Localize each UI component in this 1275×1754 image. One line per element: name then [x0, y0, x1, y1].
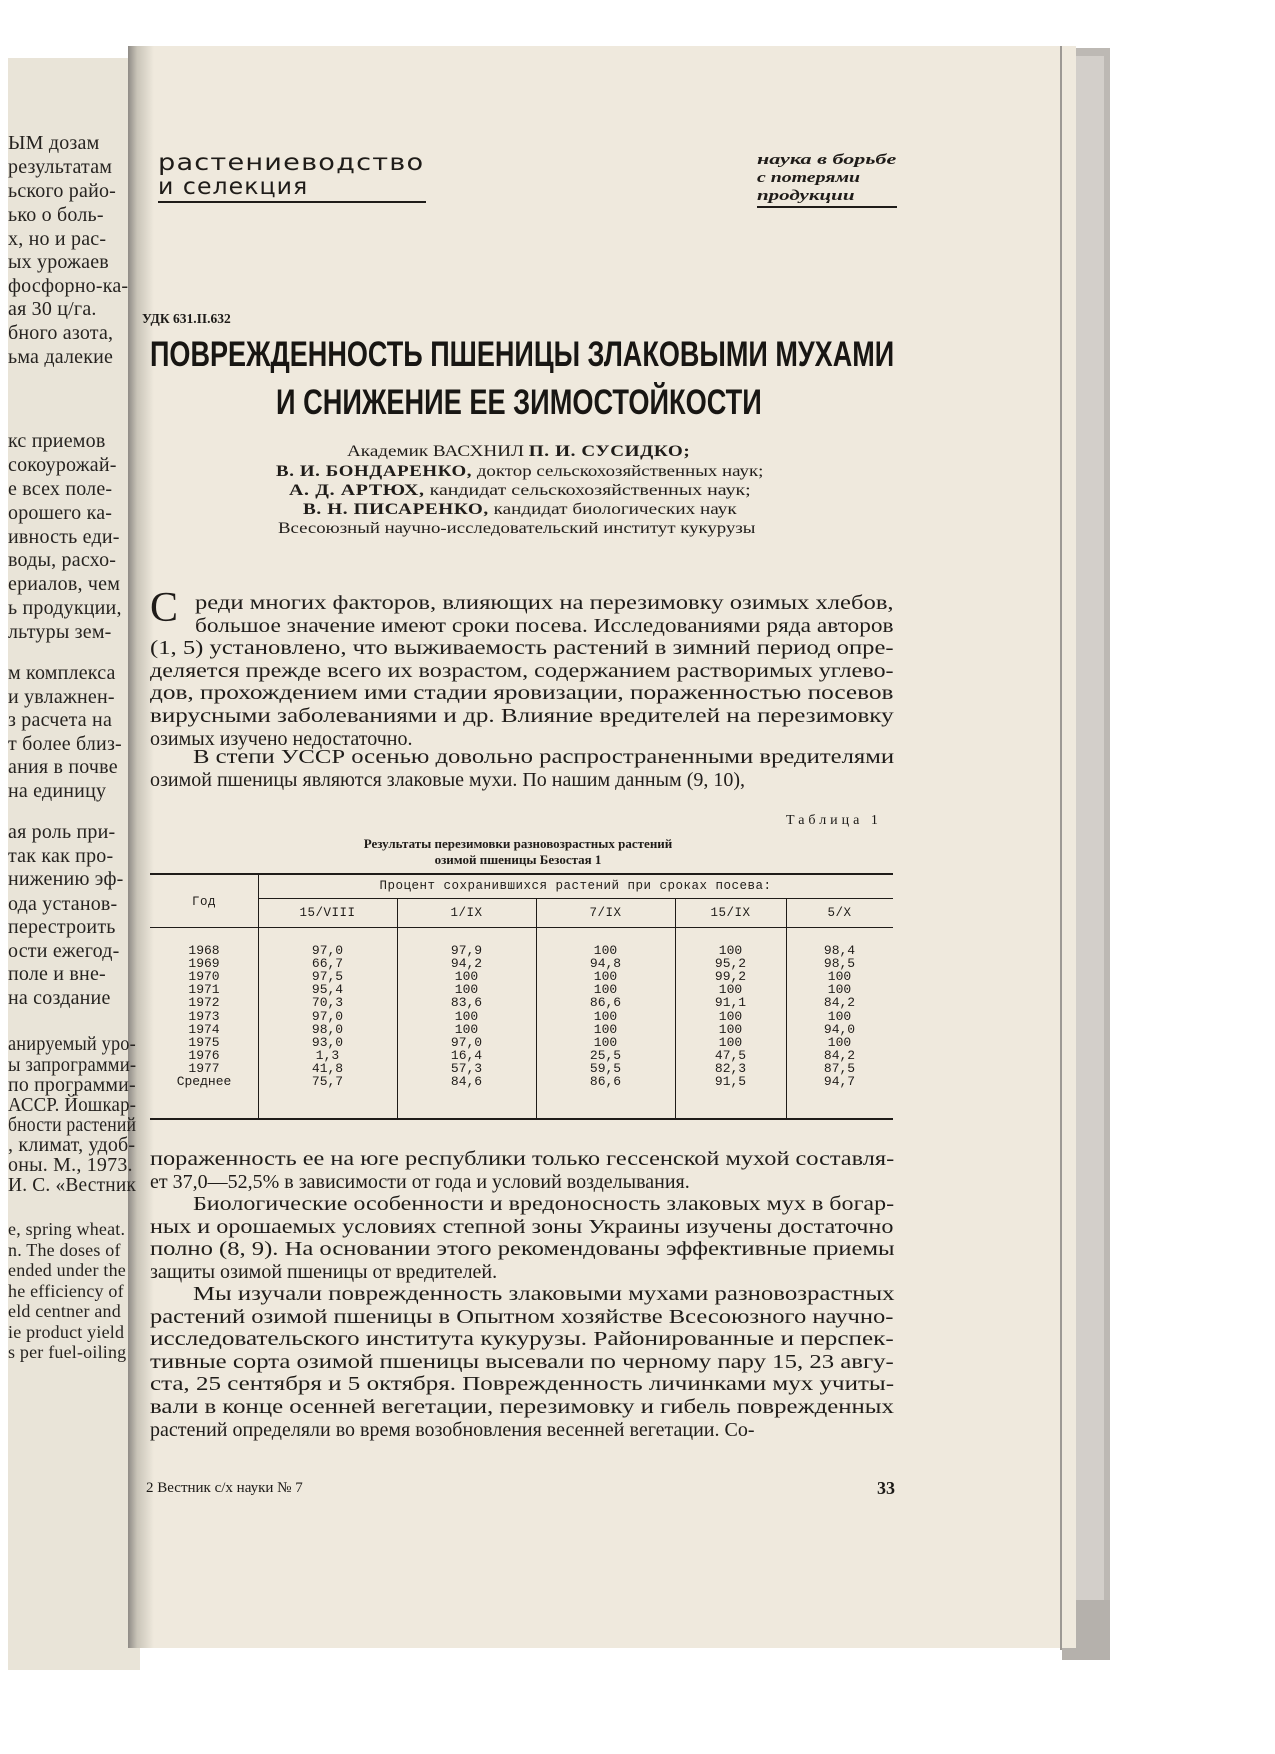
left-page-line: бного азота,	[8, 322, 114, 344]
table-row-year: 1976	[188, 1047, 220, 1063]
table-cell: 75,7	[311, 1074, 344, 1089]
table-cell: 94,7	[823, 1074, 856, 1089]
table-cell: 100	[718, 1008, 743, 1024]
table-cell: 100	[593, 969, 618, 985]
left-page-line: и увлажнен-	[8, 686, 115, 708]
table-caption-line-1: Результаты перезимовки разновозрастных растений	[363, 836, 673, 851]
paragraph-line: Мы изучали поврежденность злаковыми мухами разновозрастных	[193, 1283, 895, 1305]
table-cell: 100	[718, 982, 743, 998]
table-cell: 84,6	[450, 1074, 483, 1089]
table-cell: 97,0	[311, 943, 344, 958]
author-line	[347, 443, 690, 461]
left-page-line: нижению эф-	[8, 868, 124, 890]
left-page-line: И. С. «Вестник	[8, 1174, 137, 1196]
table-cell: 98,0	[311, 1021, 344, 1037]
left-page-line: ода установ-	[8, 893, 118, 915]
table-cell: 84,2	[823, 1047, 856, 1063]
article-title-line-1: ПОВРЕЖДЕННОСТЬ ПШЕНИЦЫ ЗЛАКОВЫМИ МУХАМИ	[150, 335, 895, 374]
left-page-line: е всех поле-	[8, 478, 113, 500]
table-cell: 57,3	[450, 1060, 483, 1076]
table-cell: 98,5	[823, 956, 856, 972]
table-column-header: 7/IX	[589, 906, 622, 920]
table-cell: 100	[454, 969, 479, 985]
left-page-line: e, spring wheat.	[8, 1219, 126, 1239]
table-row-year: 1973	[188, 1008, 220, 1024]
left-page-line: , климат, удоб-	[8, 1134, 136, 1156]
table-cell: 97,0	[450, 1034, 483, 1050]
left-page-line: ie product yield	[8, 1322, 125, 1342]
left-page-line: оны. М., 1973.	[8, 1154, 133, 1176]
left-page-line: бности растений	[8, 1114, 137, 1136]
paragraph-line: растений озимой пшеницы в Опытном хозяйстве Всесоюзного научно-	[150, 1305, 894, 1328]
left-page-line: ивность еди-	[8, 526, 120, 548]
table-cell: 100	[593, 943, 618, 958]
table-year-header: Год	[191, 895, 216, 909]
left-page-line: результатам	[8, 156, 113, 178]
section-rubric-line-1: растениеводство	[158, 150, 425, 176]
left-page-line: s per fuel-oiling	[8, 1342, 127, 1362]
motto-underline	[757, 206, 897, 208]
left-page-line: ended under the	[8, 1260, 126, 1280]
table-cell: 91,5	[714, 1074, 747, 1089]
author-name: В. Н. ПИСАРЕНКО,	[303, 501, 489, 518]
table-cell: 100	[718, 943, 743, 958]
table-cell: 97,5	[311, 969, 344, 985]
table-label: Таблица 1	[786, 813, 882, 828]
paragraph-line: вирусными заболеваниями и др. Влияние вредителей на перезимовку	[150, 705, 894, 727]
paragraph-line: тивные сорта озимой пшеницы высевали по черному пару 15, 23 авгу-	[150, 1350, 894, 1373]
paragraph-line: полно (8, 9). На основании этого рекомендованы эффективные приемы	[150, 1238, 895, 1261]
paragraph-line: Биологические особенности и вредоносность злаковых мух в богар-	[193, 1193, 895, 1215]
left-page-line: по программи-	[8, 1074, 136, 1096]
left-page-line: поле и вне-	[8, 963, 106, 985]
left-page-line: ых урожаев	[8, 251, 109, 273]
author-line	[276, 463, 763, 481]
author-degree: кандидат биологических наук	[488, 501, 737, 518]
table-row-year: Среднее	[176, 1074, 232, 1089]
page-number: 33	[877, 1478, 895, 1498]
rubric-underline	[158, 201, 426, 203]
paragraph-line: деляется прежде всего их возрастом, содержанием растворимых углево-	[150, 659, 894, 682]
table-row-year: 1969	[188, 956, 220, 972]
table-cell: 94,8	[589, 956, 622, 972]
table-cell: 97,0	[311, 1008, 344, 1024]
author-line	[289, 482, 751, 500]
table-cell: 1,3	[315, 1047, 340, 1063]
author-name: А. Д. АРТЮХ,	[289, 482, 425, 499]
left-page-line: АССР. Йошкар-	[8, 1094, 137, 1116]
table-group-header: Процент сохранившихся растений при сроках посева:	[379, 879, 772, 893]
left-page-line: на единицу	[8, 780, 107, 802]
table-cell: 99,2	[714, 969, 747, 985]
table-cell: 91,1	[714, 995, 747, 1011]
table-cell: 82,3	[714, 1060, 747, 1076]
table-cell: 100	[593, 1034, 618, 1050]
table-cell: 87,5	[823, 1060, 856, 1076]
paragraph-line: (1, 5) установлено, что выживаемость растений в зимний период опре-	[150, 637, 894, 660]
table-cell: 86,6	[589, 995, 622, 1011]
table-cell: 93,0	[311, 1034, 344, 1050]
paragraph-line: пораженность ее на юге республики только гессенской мухой составля-	[150, 1148, 895, 1170]
table-cell: 94,2	[450, 956, 483, 972]
table-row-year: 1970	[188, 969, 220, 985]
table-cell: 94,0	[823, 1021, 856, 1037]
table-cell: 100	[827, 1008, 852, 1024]
table-cell: 86,6	[589, 1074, 622, 1089]
left-page-line: ЫМ дозам	[8, 132, 100, 154]
paragraph-line: растений определяли во время возобновления весенней вегетации. Со-	[150, 1418, 755, 1441]
table-top-rule	[150, 873, 893, 875]
left-page-line: ьма далекие	[8, 346, 114, 368]
left-page-line: ания в почве	[8, 756, 118, 778]
author-degree: доктор сельскохозяйственных наук;	[472, 463, 764, 480]
table-cell: 100	[718, 1034, 743, 1050]
author-line	[303, 501, 737, 519]
left-page-line: eld centner and	[8, 1301, 121, 1321]
table-column-header: 1/IX	[450, 906, 483, 920]
left-page-line: ериалов, чем	[8, 573, 121, 595]
table-cell: 95,4	[311, 982, 344, 998]
table-cell: 100	[718, 1021, 743, 1037]
table-cell: 100	[593, 1008, 618, 1024]
table-cell: 100	[454, 982, 479, 998]
left-page-line: ая роль при-	[8, 821, 116, 843]
left-page-line: сокоурожай-	[8, 454, 117, 476]
left-page-line: he efficiency of	[8, 1281, 124, 1301]
table-cell: 47,5	[714, 1047, 747, 1063]
left-page-line: так как про-	[8, 845, 114, 867]
table-cell: 16,4	[450, 1047, 483, 1063]
left-page-line: фосфорно-ка-	[8, 275, 129, 297]
table-cell: 66,7	[311, 956, 344, 972]
table-cell: 100	[827, 969, 852, 985]
left-page-line: ости ежегод-	[8, 940, 120, 962]
table-cell: 100	[454, 1008, 479, 1024]
paragraph-line: В степи УССР осенью довольно распространенными вредителями	[193, 746, 895, 768]
table-column-header: 5/X	[827, 906, 852, 920]
paragraph-line: реди многих факторов, влияющих на перезимовку озимых хлебов,	[195, 592, 894, 614]
paragraph-line: ных и орошаемых условиях степной зоны Украины изучены достаточно	[150, 1215, 894, 1238]
left-page-line: ы запрограмми-	[8, 1054, 137, 1076]
table-column-header: 15/IX	[710, 906, 751, 920]
left-page-line: кс приемов	[8, 430, 106, 452]
table-row-year: 1974	[188, 1021, 220, 1037]
left-page-line: орошего ка-	[8, 502, 113, 524]
paragraph-line: большое значение имеют сроки посева. Исследованиями ряда авторов	[195, 614, 894, 637]
table-bottom-rule	[150, 1118, 893, 1120]
table-group-rule	[258, 898, 893, 899]
table-row-year: 1975	[188, 1034, 220, 1050]
left-page-line: м комплекса	[8, 662, 116, 684]
motto-line-2: с потерями	[757, 170, 861, 186]
paragraph-line: защиты озимой пшеницы от вредителей.	[150, 1260, 498, 1283]
table-cell: 100	[454, 1021, 479, 1037]
left-page-line: ая 30 ц/га.	[8, 298, 97, 320]
author-title: Академик ВАСХНИЛ	[347, 443, 529, 460]
table-cell: 83,6	[450, 995, 483, 1011]
author-name: П. И. СУСИДКО;	[528, 443, 691, 460]
table-cell: 98,4	[823, 943, 856, 958]
left-page-line: з расчета на	[8, 709, 113, 731]
paragraph-line: вали в конце осенней вегетации, перезимовку и гибель поврежденных	[150, 1396, 894, 1418]
left-page-line: х, но и рас-	[8, 228, 107, 250]
left-page-line: n. The doses of	[8, 1240, 121, 1260]
institute-name: Всесоюзный научно-исследовательский институт кукурузы	[278, 520, 756, 537]
left-page-line: воды, расхо-	[8, 549, 117, 571]
table-cell: 100	[593, 982, 618, 998]
left-page-line: льтуры зем-	[8, 621, 112, 643]
author-name: В. И. БОНДАРЕНКО,	[276, 463, 473, 480]
table-cell: 95,2	[714, 956, 747, 972]
table-row-year: 1977	[188, 1060, 220, 1076]
paragraph-line: исследовательского института кукурузы. Районированные и перспек-	[150, 1328, 894, 1351]
table-row-year: 1972	[188, 995, 220, 1011]
table-cell: 59,5	[589, 1060, 622, 1076]
table-cell: 100	[827, 1034, 852, 1050]
drop-cap: С	[150, 585, 179, 631]
paragraph-line: озимых изучено недостаточно.	[150, 727, 413, 750]
table-column-header: 15/VIII	[299, 906, 356, 920]
left-page-line: на создание	[8, 987, 111, 1009]
table-caption-line-2: озимой пшеницы Безостая 1	[434, 852, 602, 867]
table-row-year: 1971	[188, 982, 220, 998]
left-page-line: т более близ-	[8, 733, 122, 755]
paragraph-line: озимой пшеницы являются злаковые мухи. По нашим данным (9, 10),	[150, 768, 746, 791]
udk-code: УДК 631.II.632	[142, 311, 231, 326]
article-title-line-2: И СНИЖЕНИЕ ЕЕ ЗИМОСТОЙКОСТИ	[276, 383, 762, 422]
left-page-line: анируемый уро-	[8, 1033, 136, 1055]
motto-line-3: продукции	[757, 188, 855, 204]
left-page-line: перестроить	[8, 916, 116, 938]
table-cell: 70,3	[311, 995, 344, 1011]
table-cell: 100	[593, 1021, 618, 1037]
table-cell: 41,8	[311, 1060, 344, 1076]
left-page-line: ь продукции,	[8, 597, 122, 619]
paragraph-line: дов, прохождением ими стадии яровизации, пораженностью посевов	[150, 682, 894, 705]
table-cell: 100	[827, 982, 852, 998]
motto-line-1: наука в борьбе	[757, 152, 897, 168]
table-header-rule	[150, 927, 893, 928]
paragraph-line: ста, 25 сентября и 5 октября. Поврежденность личинками мух учиты-	[150, 1373, 895, 1396]
table-row-year: 1968	[188, 943, 220, 958]
paragraph-line: ет 37,0—52,5% в зависимости от года и условий возделывания.	[150, 1170, 690, 1193]
author-degree: кандидат сельскохозяйственных наук;	[424, 482, 751, 499]
journal-footer: 2 Вестник с/х науки № 7	[146, 1480, 303, 1496]
table-cell: 25,5	[589, 1047, 622, 1063]
table-cell: 84,2	[823, 995, 856, 1011]
left-page-line: ьского райо-	[8, 180, 117, 202]
section-rubric-line-2: и селекция	[158, 174, 309, 200]
table-cell: 97,9	[450, 943, 483, 958]
left-page-line: ько о боль-	[8, 204, 104, 226]
